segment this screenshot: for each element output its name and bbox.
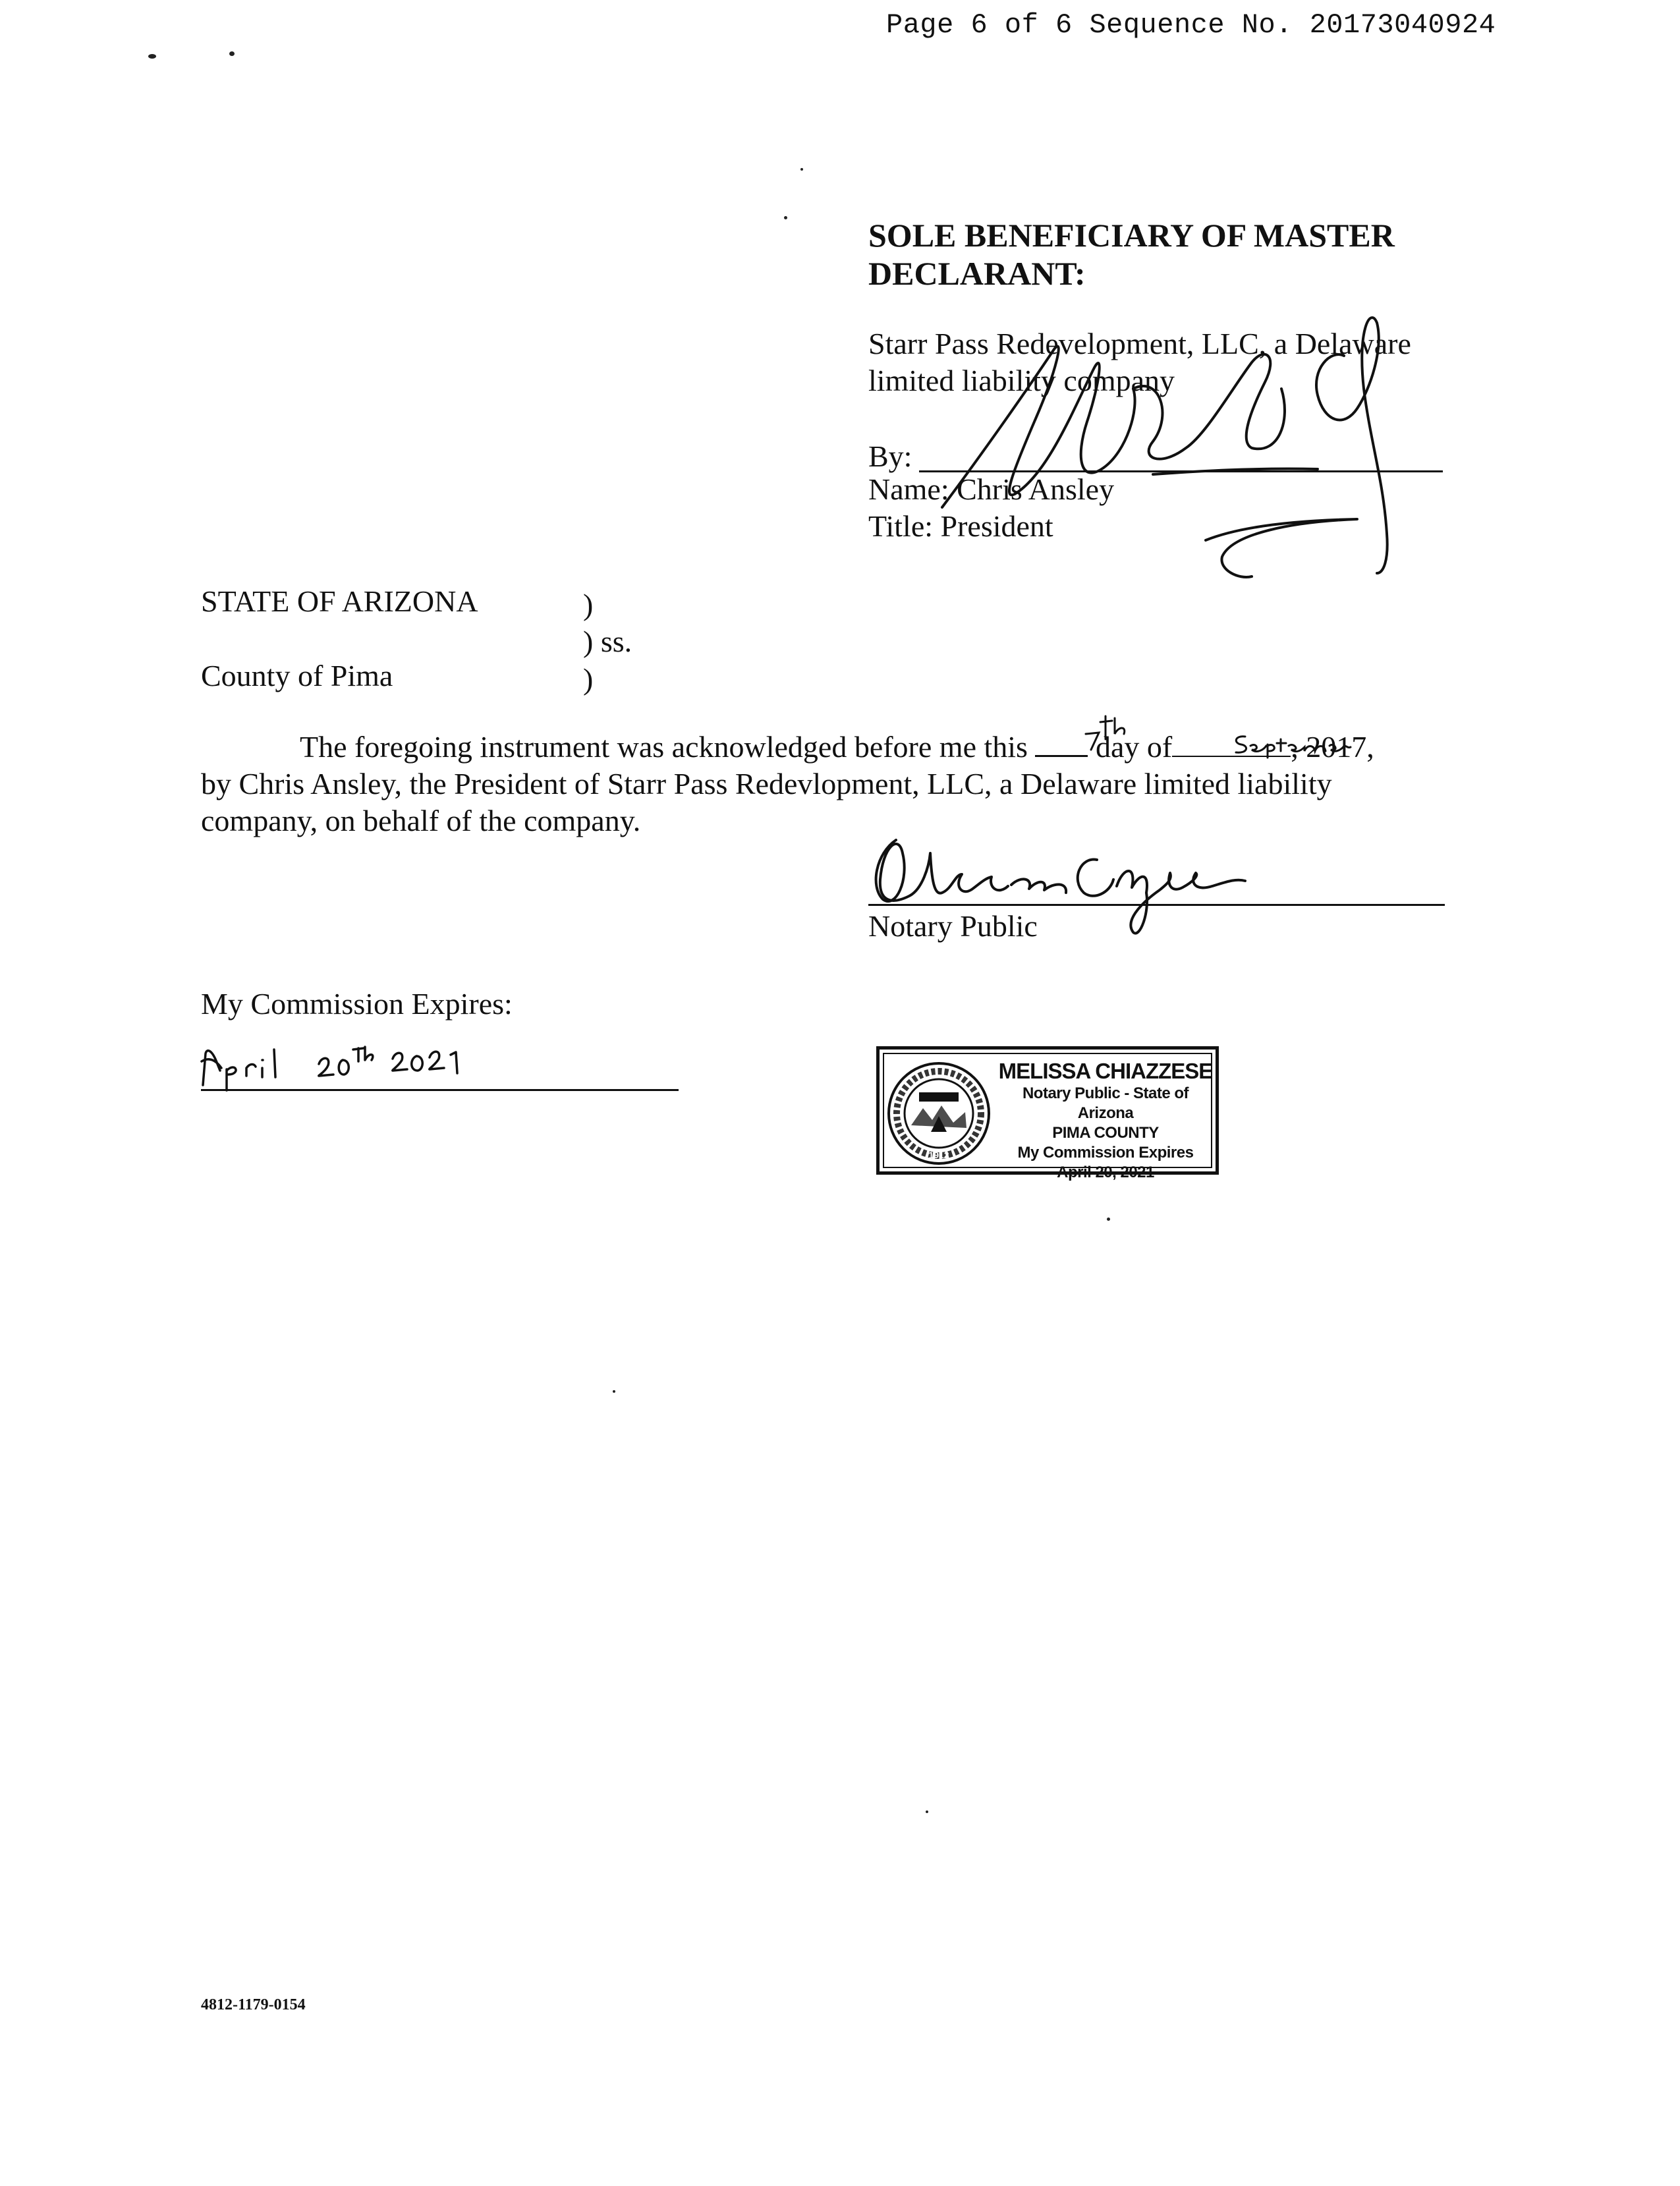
handwritten-stroke xyxy=(353,1047,373,1061)
scan-speck xyxy=(613,1390,615,1393)
stamp-line-3: My Commission Expires xyxy=(1017,1144,1194,1162)
signer-title: Title: President xyxy=(868,509,1053,543)
handwritten-stroke xyxy=(430,1051,444,1069)
ack-text-part1: The foregoing instrument was acknowledged before me this xyxy=(300,730,1028,764)
handwritten-stroke xyxy=(246,1065,256,1077)
by-label: By: xyxy=(868,439,912,473)
signature-stroke xyxy=(876,840,1008,901)
signature-stroke xyxy=(1078,860,1113,896)
stamp-line-4: April 20, 2021 xyxy=(1057,1163,1154,1181)
arizona-seal-icon xyxy=(885,1059,994,1168)
heading-line-1: SOLE BENEFICIARY OF MASTER xyxy=(868,217,1395,254)
signature-stroke xyxy=(1316,318,1387,573)
commission-expires-label: My Commission Expires: xyxy=(201,987,513,1021)
handwritten-month xyxy=(1231,733,1356,759)
handwritten-stroke xyxy=(262,1060,263,1077)
heading-line-2: DECLARANT: xyxy=(868,255,1086,292)
entity-line-1: Starr Pass Redevelopment, LLC, a Delaware xyxy=(868,327,1411,360)
notary-public-label: Notary Public xyxy=(868,909,1038,943)
scan-speck xyxy=(229,51,235,56)
ack-text-part2: day of xyxy=(1095,730,1173,764)
ack-text-part3: , 2017, xyxy=(1291,730,1374,764)
commission-date-line xyxy=(201,1089,679,1091)
signature-stroke xyxy=(1153,469,1318,474)
venue-ss: ) ss. xyxy=(583,625,632,658)
handwritten-day xyxy=(1080,713,1133,752)
handwritten-stroke xyxy=(202,1051,221,1085)
handwritten-stroke xyxy=(339,1060,349,1075)
stamp-line-1: Notary Public - State of Arizona xyxy=(1022,1084,1189,1122)
scan-speck xyxy=(784,216,787,219)
signer-signature xyxy=(922,310,1489,586)
handwritten-stroke xyxy=(274,1050,275,1077)
page-sequence-header: Page 6 of 6 Sequence No. 20173040924 xyxy=(886,9,1496,41)
handwritten-stroke xyxy=(227,1067,236,1090)
signature-stroke xyxy=(1206,519,1357,577)
handwritten-stroke xyxy=(1100,721,1112,722)
signature-stroke xyxy=(942,347,1135,507)
signer-name: Name: Chris Ansley xyxy=(868,472,1115,506)
venue-county: County of Pima xyxy=(201,659,393,692)
handwritten-stroke xyxy=(1115,718,1125,734)
document-id: 4812-1179-0154 xyxy=(201,1996,306,2013)
ack-line-2: by Chris Ansley, the President of Starr Pass Redevlopment, LLC, a Delaware limited liability xyxy=(201,767,1332,800)
stamp-notary-name: MELISSA CHIAZZESE xyxy=(998,1059,1213,1083)
handwritten-stroke xyxy=(451,1052,457,1073)
handwritten-stroke xyxy=(412,1056,423,1071)
handwritten-stroke xyxy=(319,1058,333,1076)
venue-state: STATE OF ARIZONA xyxy=(201,584,478,618)
signature-block-heading xyxy=(868,216,1461,293)
ack-line-3: company, on behalf of the company. xyxy=(201,804,641,837)
venue-paren: ) xyxy=(583,662,594,696)
entity-line-2: limited liability company xyxy=(868,364,1175,397)
notary-signature-line xyxy=(868,904,1445,906)
signature-stroke xyxy=(1133,354,1285,459)
stamp-line-2: PIMA COUNTY xyxy=(1052,1124,1159,1142)
handwritten-stroke xyxy=(1086,733,1099,750)
signature-stroke xyxy=(1011,879,1066,893)
seal-year: 1912 xyxy=(928,1150,949,1160)
scan-speck xyxy=(800,168,803,171)
signature-stroke xyxy=(1117,871,1245,934)
scan-speck xyxy=(926,1810,928,1813)
notary-stamp xyxy=(876,1046,1219,1181)
seal-banner xyxy=(919,1092,959,1102)
handwritten-stroke xyxy=(393,1053,407,1071)
scan-speck xyxy=(1107,1218,1110,1221)
venue-paren: ) xyxy=(583,588,594,621)
handwritten-stroke xyxy=(1236,737,1351,758)
stamp-text-block xyxy=(997,1059,1214,1183)
scan-speck xyxy=(148,54,156,59)
